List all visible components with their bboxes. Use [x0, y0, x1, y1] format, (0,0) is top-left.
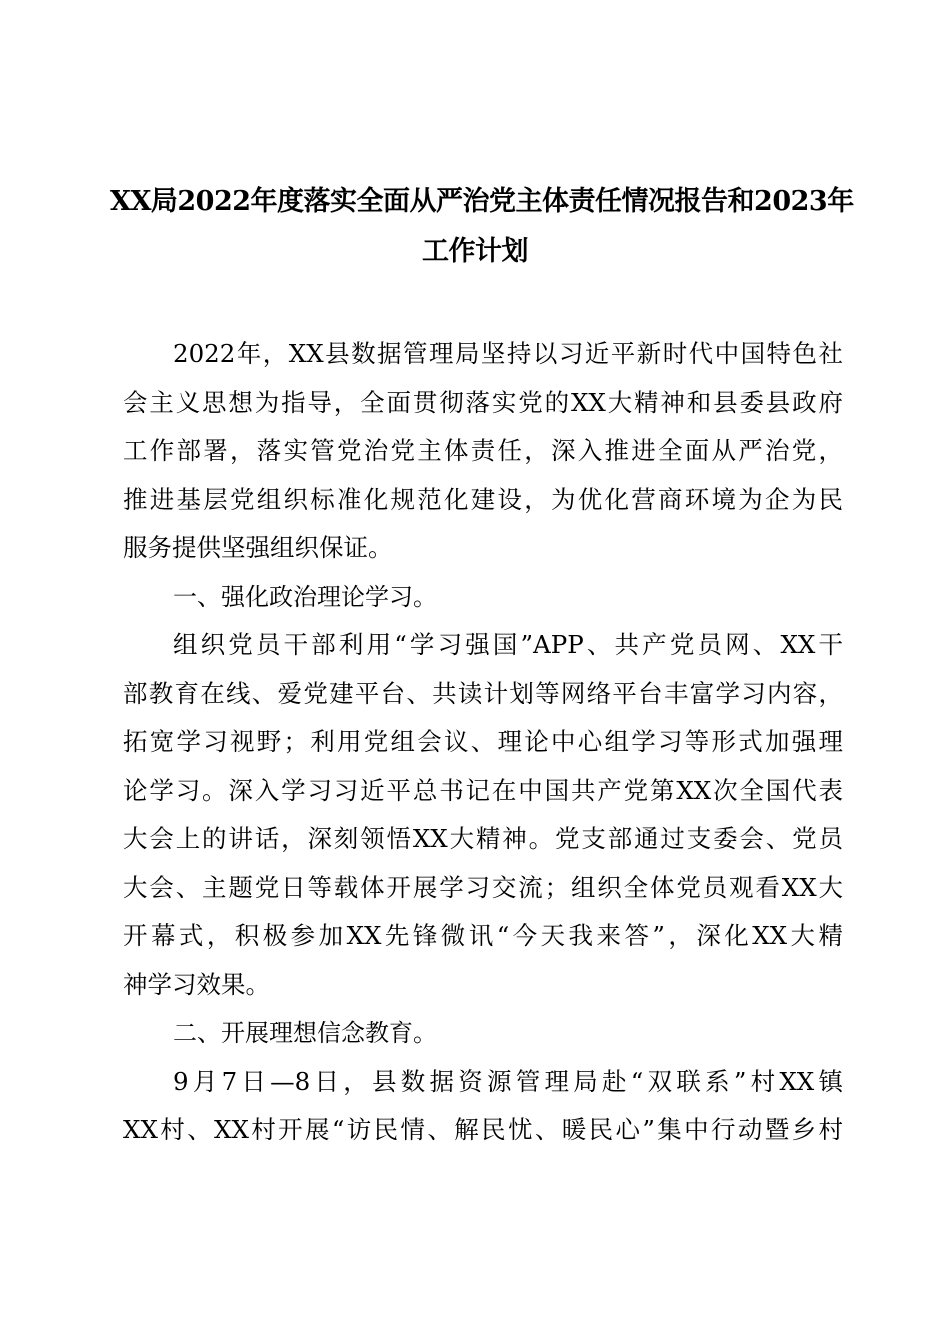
paragraph-line: 大会、主题党日等载体开展学习交流；组织全体党员观看XX大 — [123, 872, 843, 902]
document-title-line-2: 工作计划 — [422, 236, 528, 267]
paragraph-line: 开幕式，积极参加XX先锋微讯“今天我来答”，深化XX大精 — [123, 921, 843, 950]
paragraph-line: 工作部署，落实管党治党主体责任，深入推进全面从严治党， — [123, 436, 843, 465]
paragraph-line: 会主义思想为指导，全面贯彻落实党的XX大精神和县委县政府 — [123, 387, 843, 417]
paragraph-line: 9月7日—8日，县数据资源管理局赴“双联系”村XX镇 — [173, 1066, 843, 1096]
paragraph-line: 推进基层党组织标准化规范化建设，为优化营商环境为企为民 — [123, 484, 843, 514]
section-2-heading: 二、开展理想信念教育。 — [173, 1019, 437, 1047]
paragraph-line: 论学习。深入学习习近平总书记在中国共产党第XX次全国代表 — [123, 775, 843, 805]
paragraph-line: 服务提供坚强组织保证。 — [123, 533, 393, 562]
document-title-line-1: XX局2022年度落实全面从严治党主体责任情况报告和2023年 — [110, 186, 854, 217]
paragraph-line: 组织党员干部利用“学习强国”APP、共产党员网、XX干 — [173, 630, 843, 659]
paragraph-line: 部教育在线、爱党建平台、共读计划等网络平台丰富学习内容， — [123, 678, 843, 708]
paragraph-line: 2022年，XX县数据管理局坚持以习近平新时代中国特色社 — [173, 339, 843, 368]
section-2-paragraph — [123, 1058, 843, 1155]
paragraph-line: 神学习效果。 — [123, 969, 270, 999]
section-1-paragraph — [123, 621, 843, 1009]
paragraph-line: 大会上的讲话，深刻领悟XX大精神。党支部通过支委会、党员 — [123, 824, 843, 853]
paragraph-line: 拓宽学习视野；利用党组会议、理论中心组学习等形式加强理 — [123, 727, 843, 756]
paragraph-line: XX村、XX村开展“访民情、解民忧、暖民心”集中行动暨乡村 — [123, 1115, 843, 1144]
intro-paragraph — [123, 330, 843, 573]
section-1-heading: 一、强化政治理论学习。 — [173, 582, 437, 611]
document-body — [123, 330, 843, 1155]
